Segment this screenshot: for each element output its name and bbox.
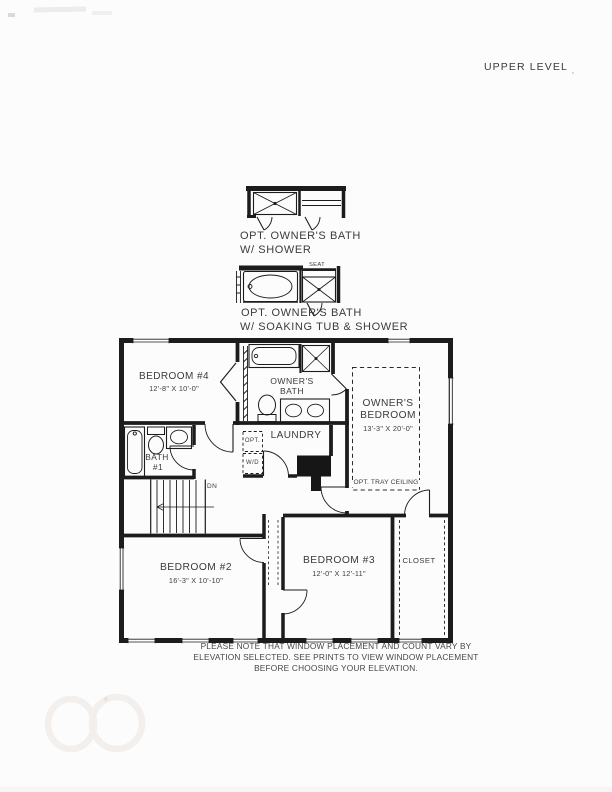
toilet-icon bbox=[258, 395, 276, 422]
shower-icon bbox=[303, 271, 336, 303]
vanity-counter-lines bbox=[302, 201, 341, 206]
stairs-dn-label: DN bbox=[207, 482, 218, 490]
stairs bbox=[151, 480, 214, 534]
owners-bath-label-line1: OWNER'S bbox=[270, 376, 314, 386]
seat-label: SEAT bbox=[309, 261, 325, 268]
closet-door bbox=[405, 490, 430, 516]
closet-shelving bbox=[400, 520, 445, 636]
closet-label: CLOSET bbox=[402, 556, 436, 565]
opt-shower-caption-line1: OPT. OWNER'S BATH bbox=[240, 230, 361, 242]
opt-washer-label: OPT. bbox=[244, 438, 261, 444]
bathtub-icon bbox=[125, 427, 145, 477]
watermark-logo bbox=[48, 697, 142, 749]
owners-bath-door bbox=[332, 374, 347, 395]
window-hatch bbox=[237, 271, 241, 303]
bedroom4-double-door bbox=[221, 363, 237, 401]
opt-bath-shower-diagram bbox=[246, 186, 346, 230]
bedroom3-dims: 12'-0" X 12'-11" bbox=[312, 568, 366, 578]
owners-bedroom-door bbox=[321, 487, 347, 513]
shower-icon bbox=[254, 193, 297, 215]
owners-bedroom-dims: 13'-3" X 20'-0" bbox=[363, 424, 413, 433]
owners-bedroom-label-line2: BEDROOM bbox=[360, 410, 416, 421]
toilet-icon bbox=[148, 427, 165, 454]
upper-level-label: UPPER LEVEL bbox=[484, 61, 568, 73]
soaking-tub-icon bbox=[244, 272, 298, 302]
opt-soaking-caption-line1: OPT. OWNER'S BATH bbox=[241, 307, 362, 319]
double-vanity-icon bbox=[281, 399, 330, 422]
opt-shower-caption-line2: W/ SHOWER bbox=[240, 244, 312, 256]
laundry-label: LAUNDRY bbox=[270, 430, 322, 441]
bedroom4-dims: 12'-8" X 10'-0" bbox=[149, 384, 199, 393]
bedroom2-label: BEDROOM #2 bbox=[159, 562, 233, 573]
disclaimer-line2: ELEVATION SELECTED. SEE PRINTS TO VIEW WINDOW PLACEMENT bbox=[193, 652, 479, 662]
opt-soaking-caption-line2: W/ SOAKING TUB & SHOWER bbox=[240, 321, 409, 333]
chase bbox=[297, 456, 331, 492]
bedroom4-hall-door bbox=[205, 424, 233, 452]
bath1-label-line1: BATH bbox=[145, 452, 169, 462]
bath1-label-line2: #1 bbox=[152, 462, 164, 472]
bedroom2-door bbox=[240, 539, 264, 563]
sink-icon bbox=[167, 427, 192, 449]
tray-ceiling-label: OPT. TRAY CEILING bbox=[353, 479, 419, 486]
shower-icon bbox=[303, 346, 330, 372]
bedroom3-door bbox=[283, 590, 307, 614]
plumbing-wall-hatch bbox=[244, 346, 248, 421]
disclaimer-line3: BEFORE CHOOSING YOUR ELEVATION. bbox=[254, 663, 418, 673]
bath1-door bbox=[170, 446, 194, 470]
linen-nook-dashes bbox=[269, 520, 279, 585]
bedroom3-label: BEDROOM #3 bbox=[302, 555, 376, 566]
door-swing-icons bbox=[257, 217, 320, 230]
disclaimer-line1: PLEASE NOTE THAT WINDOW PLACEMENT AND COUNT VARY BY bbox=[200, 641, 472, 651]
laundry-door bbox=[264, 451, 289, 476]
opt-dryer-label: W/D bbox=[245, 460, 260, 466]
bedroom4-label: BEDROOM #4 bbox=[138, 371, 210, 382]
bedroom2-dims: 16'-3" X 10'-10" bbox=[168, 575, 224, 585]
bathtub-icon bbox=[249, 345, 299, 368]
owners-bedroom-label-line1: OWNER'S bbox=[362, 398, 414, 409]
owners-bath-label-line2: BATH bbox=[279, 386, 305, 396]
